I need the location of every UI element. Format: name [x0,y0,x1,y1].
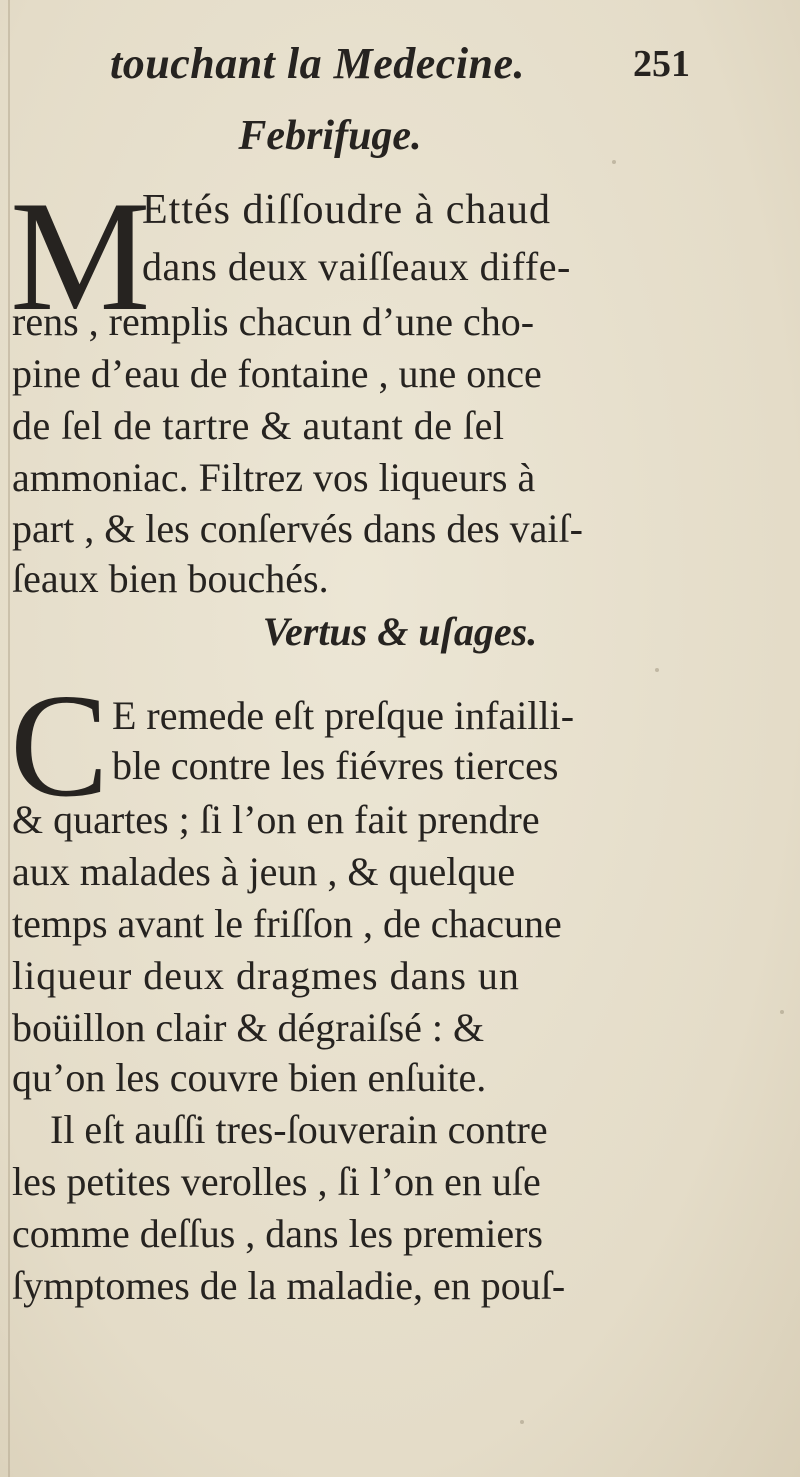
text-line: pine d’eau de fontaine , une once [12,351,542,396]
text-line: ble contre les fiévres tierces [112,743,559,788]
paper-speck [780,1010,784,1014]
text-line: rens , remplis chacun d’une cho- [12,299,535,344]
text-line: & quartes ; ſi l’on en fait prendre [12,797,540,842]
text-line: ammoniac. Filtrez vos liqueurs à [12,455,536,500]
text-line: part , & les conſervés dans des vaiſ- [12,506,583,551]
running-title: touchant la Medecine. [110,39,526,88]
section-heading-febrifuge: Febrifuge. [238,113,422,159]
section-heading-vertus: Vertus & uſages. [262,609,538,654]
text-line: de ſel de tartre & autant de ſel [12,403,505,448]
text-line: boüillon clair & dégraiſsé : & [12,1005,485,1050]
page-number: 251 [633,43,690,85]
text-line: les petites verolles , ſi l’on en uſe [12,1159,541,1204]
paper-speck [612,160,616,164]
text-line: ſymptomes de la maladie, en pouſ- [12,1263,566,1308]
text-line: qu’on les couvre bien enſuite. [12,1055,487,1100]
text-line: E remede eſt preſque infailli- [112,693,575,738]
paper-speck [655,668,659,672]
text-line: comme deſſus , dans les premiers [12,1211,543,1256]
paper-speck [520,1420,524,1424]
text-line: dans deux vaiſſeaux diffe- [142,244,571,289]
text-line: Ettés diſſoudre à chaud [142,187,552,233]
text-line: temps avant le friſſon , de chacune [12,901,562,946]
running-head [110,38,690,98]
text-line: aux malades à jeun , & quelque [12,849,516,894]
dropcap-c: C [10,664,109,828]
text-line: liqueur deux dragmes dans un [12,953,520,998]
dropcap-m: M [10,169,151,344]
text-line: Il eſt auſſi tres-ſouverain contre [50,1107,548,1152]
text-line: ſeaux bien bouchés. [12,556,329,601]
